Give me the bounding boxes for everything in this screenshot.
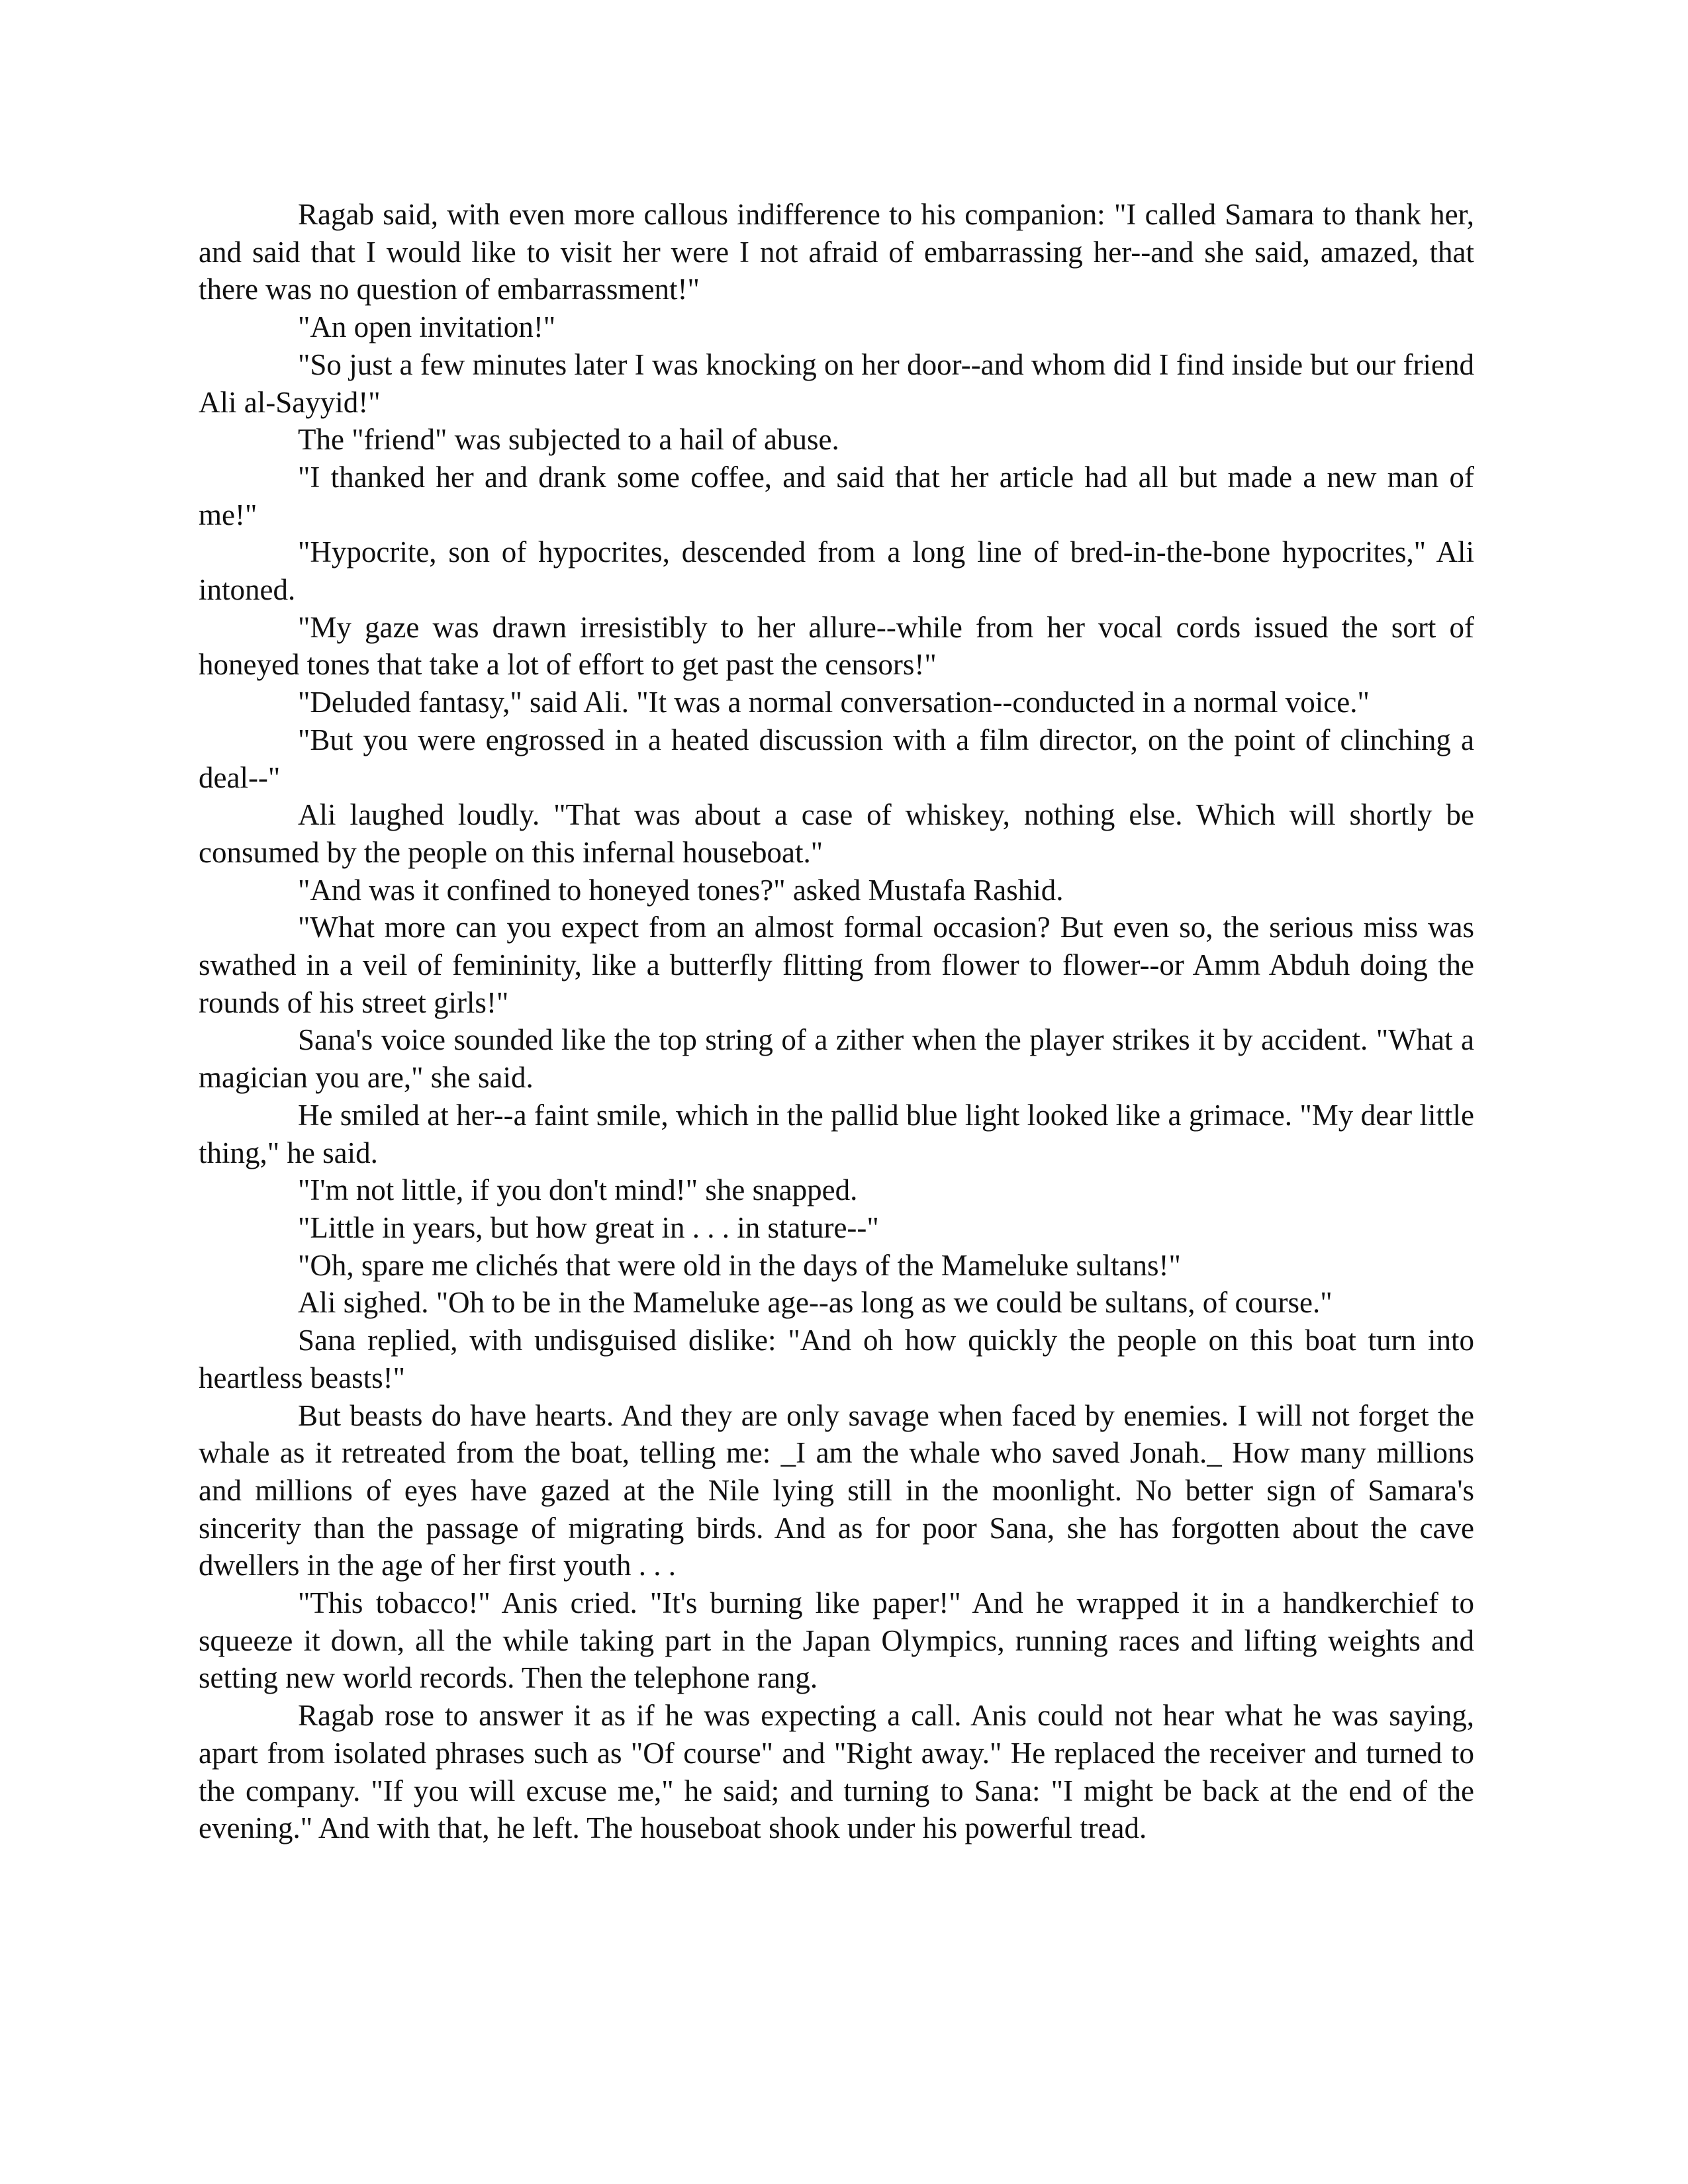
paragraph: "So just a few minutes later I was knocking on her door--and whom did I find inside but our friend Ali al-Sayyid!" — [199, 347, 1474, 419]
body-text — [199, 196, 1474, 1847]
paragraph: Ragab said, with even more callous indifference to his companion: "I called Samara to thank her, and said that I would like to visit her were I not afraid of embarrassing her--and she said, amazed, that there was no question of embarrassment!" — [199, 198, 1474, 306]
paragraph: "But you were engrossed in a heated discussion with a film director, on the point of clinching a deal--" — [199, 723, 1474, 794]
paragraph: "Little in years, but how great in . . . in stature--" — [298, 1210, 879, 1244]
paragraph: "Hypocrite, son of hypocrites, descended from a long line of bred-in-the-bone hypocrites," Ali intoned. — [199, 535, 1474, 607]
paragraph: He smiled at her--a faint smile, which in the pallid blue light looked like a grimace. "My dear little thing," he said. — [199, 1098, 1474, 1169]
paragraph: "I'm not little, if you don't mind!" she snapped. — [298, 1173, 858, 1207]
paragraph: "Deluded fantasy," said Ali. "It was a normal conversation--conducted in a normal voice." — [298, 686, 1370, 719]
paragraph: Sana's voice sounded like the top string of a zither when the player strikes it by accident. "What a magician you are," she said. — [199, 1023, 1474, 1095]
paragraph: But beasts do have hearts. And they are only savage when faced by enemies. I will not forget the whale as it retreated from the boat, telling me: _I am the whale who saved Jonah._ How many millions and millions of eyes have gazed at the Nile lying still in the moonlight. No better sign of Samara's sincerity than the passage of migrating birds. And as for poor Sana, she has forgotten about the cave dwellers in the age of her first youth . . . — [199, 1398, 1474, 1582]
paragraph: "I thanked her and drank some coffee, and said that her article had all but made a new man of me!" — [199, 460, 1474, 531]
paragraph: "An open invitation!" — [298, 310, 556, 344]
paragraph: The "friend" was subjected to a hail of abuse. — [298, 423, 839, 457]
paragraph: Ali laughed loudly. "That was about a case of whiskey, nothing else. Which will shortly be consumed by the people on this infernal houseboat." — [199, 798, 1474, 869]
paragraph: Ragab rose to answer it as if he was expecting a call. Anis could not hear what he was saying, apart from isolated phrases such as "Of course" and "Right away." He replaced the receiver and turned to the company. "If you will excuse me," he said; and turning to Sana: "I might be back at the end of the evening." And with that, he left. The houseboat shook under his powerful tread. — [199, 1699, 1474, 1845]
paragraph: "My gaze was drawn irresistibly to her allure--while from her vocal cords issued the sort of honeyed tones that take a lot of effort to get past the censors!" — [199, 610, 1474, 682]
paragraph: Ali sighed. "Oh to be in the Mameluke age--as long as we could be sultans, of course." — [298, 1286, 1333, 1320]
paragraph: "This tobacco!" Anis cried. "It's burning like paper!" And he wrapped it in a handkerchief to squeeze it down, all the while taking part in the Japan Olympics, running races and lifting weights and setting new world records. Then the telephone rang. — [199, 1586, 1474, 1695]
paragraph: Sana replied, with undisguised dislike: "And oh how quickly the people on this boat turn into heartless beasts!" — [199, 1324, 1474, 1394]
paragraph: "And was it confined to honeyed tones?" asked Mustafa Rashid. — [298, 873, 1064, 907]
paragraph: "Oh, spare me clichés that were old in the days of the Mameluke sultans!" — [298, 1248, 1181, 1282]
paragraph: "What more can you expect from an almost formal occasion? But even so, the serious miss was swathed in a veil of femininity, like a butterfly flitting from flower to flower--or Amm Abduh doing the rounds of his street girls!" — [199, 911, 1474, 1019]
